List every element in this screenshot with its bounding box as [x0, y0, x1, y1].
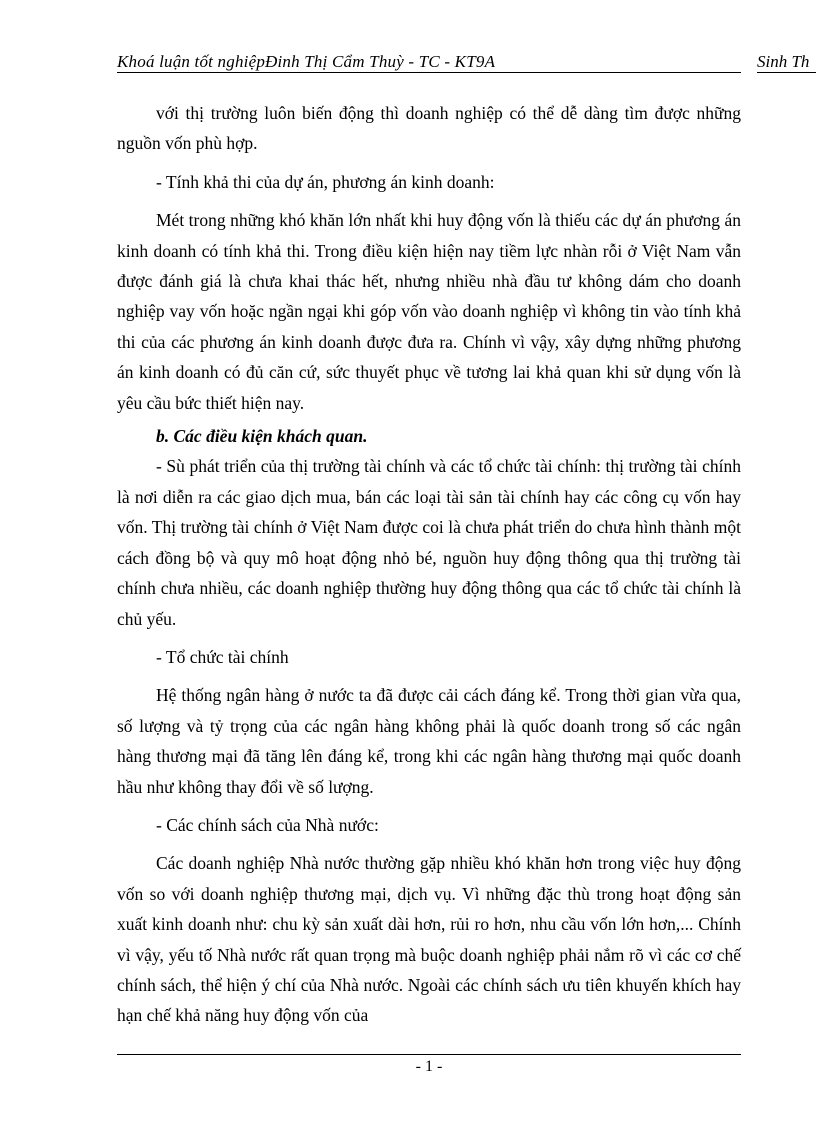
- header-right-text: Sinh Th: [757, 52, 810, 71]
- list-item-state-policies: - Các chính sách của Nhà nước:: [156, 814, 379, 835]
- paragraph: Hệ thống ngân hàng ở nước ta đã được cải cách đáng kể. Trong thời gian vừa qua, số lượng và tỷ trọng của các ngân hàng không phải là quốc doanh trong số các ngân hàng thương mại đã tăng lên đáng kể, trong khi các ngân hàng thương mại quốc doanh hầu như không thay đổi về số lượng.: [117, 685, 741, 797]
- page-number: - 1 -: [415, 1058, 443, 1075]
- footer-rule: [117, 1054, 741, 1055]
- paragraph: với thị trường luôn biến động thì doanh nghiệp có thể dễ dàng tìm được những nguồn vốn phù hợp.: [117, 103, 741, 154]
- paragraph: Các doanh nghiệp Nhà nước thường gặp nhiều khó khăn hơn trong việc huy động vốn so với doanh nghiệp thương mại, dịch vụ. Vì những đặc thù trong hoạt động sản xuất kinh doanh như: chu kỳ sản xuất dài hơn, rủi ro hơn, nhu cầu vốn lớn hơn,... Chính vì vậy, yếu tố Nhà nước rất quan trọng mà buộc doanh nghiệp phải nắm rõ vì các cơ chế chính sách, thể hiện ý chí của Nhà nước. Ngoài các chính sách ưu tiên khuyến khích hay hạn chế khả năng huy động vốn của: [117, 853, 741, 1026]
- header-title: Khoá luận tốt nghiệpĐinh Thị Cẩm Thuỳ - TC - KT9A: [117, 52, 496, 71]
- list-item-feasibility: - Tính khả thi của dự án, phương án kinh doanh:: [156, 171, 495, 192]
- page-header: [117, 50, 816, 74]
- paragraph: - Sù phát triển của thị trường tài chính và các tổ chức tài chính: thị trường tài chính là nơi diễn ra các giao dịch mua, bán các loại tài sản tài chính hay các công cụ vốn hay vốn. Thị trường tài chính ở Việt Nam được coi là chưa phát triển do chưa hình thành một cách đồng bộ và quy mô hoạt động nhỏ bé, nguồn huy động thông qua thị trường tài chính chưa nhiều, các doanh nghiệp thường huy động thông qua các tổ chức tài chính là chủ yếu.: [117, 456, 741, 629]
- header-rule: [117, 72, 741, 73]
- paragraph: Mét trong những khó khăn lớn nhất khi huy động vốn là thiếu các dự án phương án kinh doanh có tính khả thi. Trong điều kiện hiện nay tiềm lực nhàn rỗi ở Việt Nam vẫn được đánh giá là chưa khai thác hết, nhưng nhiều nhà đầu tư không dám cho doanh nghiệp vay vốn hoặc ngần ngại khi góp vốn vào doanh nghiệp vì không tin vào tính khả thi của các phương án kinh doanh được đưa ra. Chính vì vậy, xây dựng những phương án kinh doanh có đủ căn cứ, sức thuyết phục về tương lai khả quan khi sử dụng vốn là yêu cầu bức thiết hiện nay.: [117, 210, 741, 413]
- section-heading: b. Các điều kiện khách quan.: [156, 426, 368, 447]
- document-body: [117, 98, 741, 1031]
- list-item-financial-institutions: - Tổ chức tài chính: [156, 646, 289, 667]
- header-rule-right: [757, 72, 816, 73]
